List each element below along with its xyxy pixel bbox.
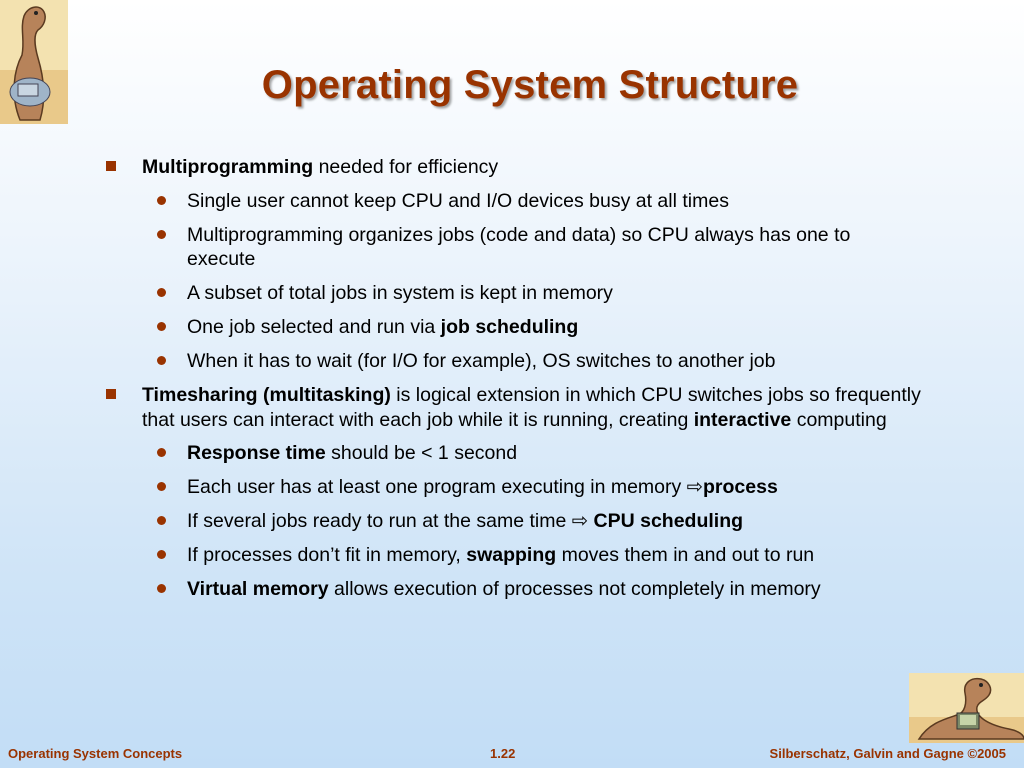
round-bullet-icon [157, 196, 166, 205]
sub-bullet [104, 315, 924, 340]
footer-slide-number: 1.22 [490, 746, 516, 761]
round-bullet-icon [157, 356, 166, 365]
bullet-timesharing [104, 383, 924, 432]
sub-bullet [104, 349, 924, 374]
sub-bullet-bold: process [703, 476, 778, 498]
square-bullet-icon [106, 161, 116, 171]
round-bullet-icon [157, 516, 166, 525]
sub-bullet-text: If several jobs ready to run at the same time [187, 510, 572, 532]
sub-bullet-text: Each user has at least one program executing in memory [187, 476, 687, 498]
sub-bullet-text: When it has to wait (for I/O for example), OS switches to another job [187, 350, 776, 372]
sub-bullet [104, 475, 924, 500]
right-arrow-icon: ⇨ [571, 510, 589, 532]
sub-bullet-bold: swapping [466, 544, 557, 566]
sub-bullet-text: allows execution of processes not completely in memory [328, 578, 821, 600]
sub-bullet-bold: Response time [187, 442, 326, 464]
round-bullet-icon [157, 584, 166, 593]
sub-bullet [104, 543, 924, 568]
round-bullet-icon [157, 482, 166, 491]
sub-bullet [104, 223, 924, 272]
bullet-bold: Multiprogramming [142, 156, 314, 178]
square-bullet-icon [106, 389, 116, 399]
sub-bullet [104, 509, 924, 534]
bullet-multiprogramming [104, 155, 924, 180]
sub-bullet-text: If processes don’t fit in memory, [187, 544, 467, 566]
sub-bullet [104, 281, 924, 306]
footer-copyright: Silberschatz, Galvin and Gagne ©2005 [769, 746, 1006, 761]
sub-bullet-text: A subset of total jobs in system is kept in memory [187, 282, 613, 304]
sub-bullet-bold: Virtual memory [187, 578, 329, 600]
round-bullet-icon [157, 288, 166, 297]
round-bullet-icon [157, 230, 166, 239]
bullet-text-2: computing [791, 408, 887, 431]
bullet-bold: Timesharing (multitasking) [142, 384, 391, 406]
dinosaur-illustration-bottom-right [909, 673, 1024, 743]
sub-bullet-text: should be < 1 second [325, 442, 518, 464]
round-bullet-icon [157, 550, 166, 559]
sub-bullet-bold: job scheduling [440, 316, 579, 338]
sub-bullet-text: Single user cannot keep CPU and I/O devices busy at all times [187, 189, 729, 212]
bullet-text: needed for efficiency [313, 156, 499, 178]
sub-bullet-text: Multiprogramming organizes jobs (code and data) so CPU always has one to execute [187, 223, 851, 270]
sub-bullet-bold: CPU scheduling [588, 510, 744, 532]
sub-bullet [104, 441, 924, 466]
bullet-bold-2: interactive [693, 408, 792, 431]
slide-content [104, 155, 924, 611]
bullet-text: is logical extension in which CPU switches jobs so frequently that users can interact with each job while it is running, creating [142, 384, 921, 431]
sub-bullet-text: One job selected and run via [187, 316, 441, 338]
round-bullet-icon [157, 448, 166, 457]
slide-title: Operating System Structure [261, 62, 799, 107]
footer-course-title: Operating System Concepts [8, 746, 183, 761]
sub-bullet-text-2: moves them in and out to run [556, 544, 815, 566]
round-bullet-icon [157, 322, 166, 331]
right-arrow-icon: ⇨ [686, 476, 704, 498]
sub-bullet [104, 189, 924, 214]
sub-bullet [104, 577, 924, 602]
